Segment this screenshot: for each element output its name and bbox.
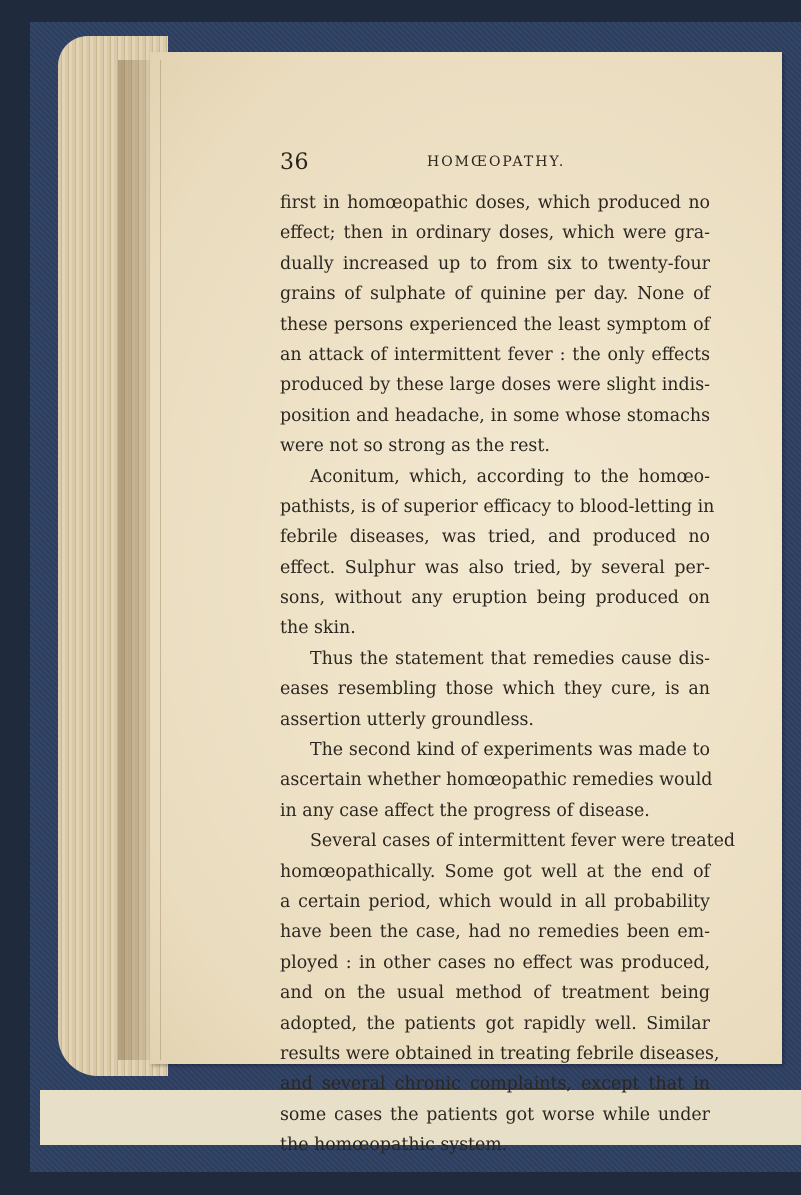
- text-line: have been the case, had no remedies been em-: [280, 922, 710, 943]
- text-line: and several chronic complaints, except that in: [280, 1074, 710, 1095]
- text-line: assertion utterly groundless.: [280, 709, 534, 730]
- text-line: produced by these large doses were slight indis-: [280, 375, 710, 396]
- text-line: were not so strong as the rest.: [280, 436, 550, 457]
- text-line: febrile diseases, was tried, and produced no: [280, 527, 710, 548]
- running-head: HOMŒOPATHY.: [427, 154, 566, 170]
- text-line: results were obtained in treating febrile diseases,: [280, 1043, 720, 1064]
- text-line: effect. Sulphur was also tried, by several per-: [280, 557, 710, 578]
- page-header: [280, 150, 720, 180]
- text-line: grains of sulphate of quinine per day. None of: [280, 284, 710, 305]
- text-line: Thus the statement that remedies cause dis-: [310, 648, 710, 669]
- text-line: in any case affect the progress of disease.: [280, 800, 650, 821]
- text-line: these persons experienced the least symptom of: [280, 314, 710, 335]
- text-line: Aconitum, which, according to the homœo-: [310, 466, 710, 487]
- text-line: effect; then in ordinary doses, which were gra-: [280, 223, 710, 244]
- text-line: the homœopathic system.: [280, 1135, 508, 1156]
- text-line: dually increased up to from six to twenty-four: [280, 253, 710, 274]
- text-line: first in homœopathic doses, which produced no: [280, 193, 710, 213]
- text-line: eases resembling those which they cure, is an: [280, 679, 710, 700]
- text-line: The second kind of experiments was made to: [310, 740, 710, 761]
- text-line: an attack of intermittent fever : the only effects: [280, 344, 710, 365]
- text-line: and on the usual method of treatment being: [280, 983, 710, 1004]
- page-number: 36: [280, 150, 309, 175]
- text-line: position and headache, in some whose stomachs: [280, 405, 710, 426]
- text-line: sons, without any eruption being produced on: [280, 588, 710, 609]
- text-line: the skin.: [280, 618, 356, 639]
- text-line: Several cases of intermittent fever were treated: [310, 831, 736, 852]
- body-text: [280, 188, 736, 1161]
- text-line: pathists, is of superior efficacy to blood-letting in: [280, 496, 715, 517]
- text-line: adopted, the patients got rapidly well. Similar: [280, 1013, 710, 1034]
- text-line: ployed : in other cases no effect was produced,: [280, 952, 710, 973]
- text-line: ascertain whether homœopathic remedies would: [280, 770, 713, 791]
- text-line: some cases the patients got worse while under: [280, 1104, 710, 1125]
- text-line: homœopathically. Some got well at the end of: [280, 861, 710, 882]
- text-line: a certain period, which would in all probability: [280, 891, 710, 912]
